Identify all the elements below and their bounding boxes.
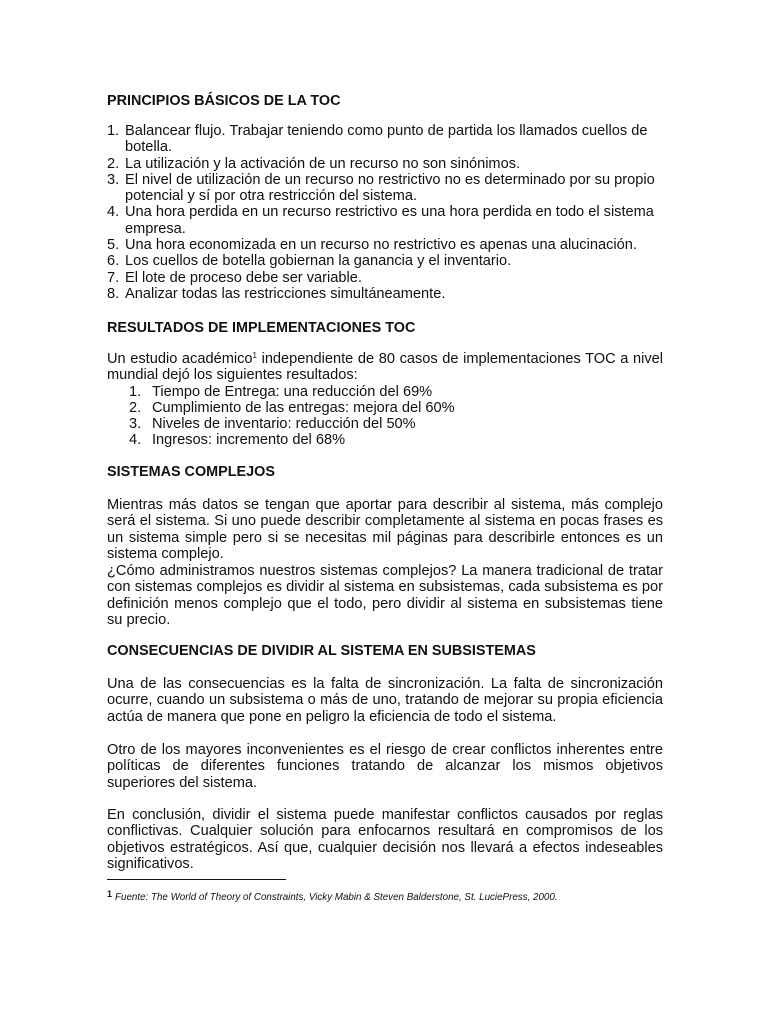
list-item: 1. Tiempo de Entrega: una reducción del 69%	[129, 383, 433, 400]
heading-consecuencias: CONSECUENCIAS DE DIVIDIR AL SISTEMA EN SUBSISTEMAS	[107, 643, 536, 659]
paragraph-consecuencias-1: Una de las consecuencias es la falta de sincronización. La falta de sincronización ocurre, cuando un subsistema o más de uno, tratando de mejorar su propia eficiencia actúa de manera que pone en peligro la eficiencia de todo el sistema.	[107, 676, 663, 725]
list-item: 7. El lote de proceso debe ser variable.	[107, 269, 362, 286]
results-block	[107, 351, 663, 449]
footnote-ref: 1	[252, 351, 257, 360]
list-item: 5. Una hora economizada en un recurso no restrictivo es apenas una alucinación.	[107, 237, 637, 254]
paragraph-consecuencias-2: Otro de los mayores inconvenientes es el riesgo de crear conflictos inherentes entre políticas de diferentes funciones tratando de alcanzar los mismos objetivos superiores del sistema.	[107, 742, 663, 791]
list-item: 3. Niveles de inventario: reducción del 50%	[129, 416, 416, 433]
list-item: 3. El nivel de utilización de un recurso no restrictivo no es determinado por su propio potencial y sí por otra restricción del sistema.	[107, 171, 655, 205]
footnote-text: Fuente: The World of Theory of Constraints, Vicky Mabin & Steven Balderstone, St. LuciePress, 2000.	[115, 892, 558, 903]
paragraph-complejos-1: Mientras más datos se tengan que aportar para describir al sistema, más complejo será el sistema. Si uno puede describir completamente al sistema en pocas frases es un sistema simple pero si se necesitas mil páginas para describirle entonces es un sistema complejo.	[107, 497, 663, 562]
footnote-divider	[107, 879, 286, 880]
list-item: 2. Cumplimiento de las entregas: mejora del 60%	[129, 399, 455, 416]
list-item: 6. Los cuellos de botella gobiernan la ganancia y el inventario.	[107, 253, 512, 270]
results-list	[107, 384, 663, 449]
results-intro: Un estudio académico$^1$ independiente de 80 casos de implementaciones TOC a nivel mundial dejó los siguientes resultados:	[107, 351, 663, 384]
paragraph-complejos-2: ¿Cómo administramos nuestros sistemas complejos? La manera tradicional de tratar con sistemas complejos es dividir al sistema en subsistemas, cada subsistema es por definición menos complejo que el todo, pero dividir al sistema en subsistemas tiene su precio.	[107, 563, 663, 628]
list-item: 1. Balancear flujo. Trabajar teniendo como punto de partida los llamados cuellos de botella.	[107, 123, 648, 156]
footnote-number: 1	[107, 889, 113, 899]
list-item: 2. La utilización y la activación de un recurso no son sinónimos.	[107, 155, 521, 172]
paragraph-consecuencias-3: En conclusión, dividir el sistema puede manifestar conflictos causados por reglas conflictivas. Cualquier solución para enfocarnos resultará en compromisos de los objetivos estratégicos. Así que, cualquier decisión nos llevará a efectos indeseables significativos.	[107, 807, 663, 872]
list-item: 4. Ingresos: incremento del 68%	[129, 432, 346, 449]
heading-resultados: RESULTADOS DE IMPLEMENTACIONES TOC	[107, 320, 416, 336]
heading-principios-basicos: PRINCIPIOS BÁSICOS DE LA TOC	[107, 93, 341, 109]
footnote	[107, 888, 663, 904]
list-item: 4. Una hora perdida en un recurso restrictivo es una hora perdida en todo el sistema empresa.	[107, 204, 654, 237]
list-item: 8. Analizar todas las restricciones simultáneamente.	[107, 285, 446, 302]
heading-sistemas-complejos: SISTEMAS COMPLEJOS	[107, 464, 275, 480]
principles-list	[107, 123, 663, 302]
